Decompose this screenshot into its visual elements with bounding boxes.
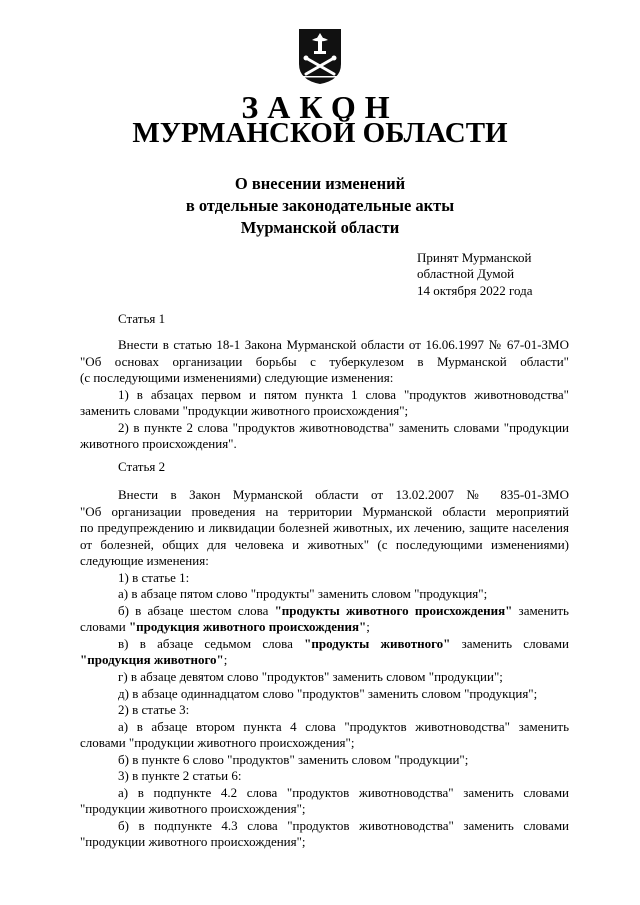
text-fragment: ; xyxy=(223,652,228,668)
article-2-text xyxy=(80,487,569,851)
bold-fragment: "продукты животного" xyxy=(304,635,451,651)
bold-fragment: "продукты животного происхождения" xyxy=(274,602,513,618)
text-line: 2) в статье 3: xyxy=(118,702,190,718)
text-line: г) в абзаце девятом слово "продуктов" заменить словом "продукции"; xyxy=(118,669,503,685)
text-line: от болезней, общих для человека и животных" (с последующими изменениями) xyxy=(80,536,569,552)
text-line: б) в пункте 6 слово "продуктов" заменить словом "продукции"; xyxy=(118,751,469,767)
adoption-line: Принят Мурманской xyxy=(417,250,532,265)
region-title: МУРМАНСКОЙ ОБЛАСТИ xyxy=(132,117,508,149)
adoption-line: областной Думой xyxy=(417,266,515,282)
text-line xyxy=(80,619,569,636)
bold-fragment: "продукция животного происхождения" xyxy=(128,619,367,635)
text-line: словами "продукции животного происхождения"; xyxy=(80,735,355,751)
text-fragment: заменить словами xyxy=(450,635,569,651)
text-line: а) в подпункте 4.2 слова "продуктов животноводства" заменить словами xyxy=(118,784,569,800)
text-line: следующие изменения: xyxy=(80,553,209,569)
coat-of-arms-emblem xyxy=(296,26,344,86)
text-line: б) в подпункте 4.3 слова "продуктов животноводства" заменить словами xyxy=(118,817,569,833)
text-line: Внести в Закон Мурманской области от 13.02.2007 № 835-01-ЗМО xyxy=(118,487,569,502)
text-fragment: в) в абзаце седьмом слова xyxy=(118,635,305,651)
text-line: Внести в статью 18-1 Закона Мурманской области от 16.06.1997 № 67-01-ЗМО xyxy=(118,337,569,352)
text-line xyxy=(80,603,569,620)
text-line: 2) в пункте 2 слова "продуктов животноводства" заменить словами "продукции xyxy=(118,419,569,435)
text-line: "Об организации проведения на территории Мурманской области мероприятий xyxy=(80,503,569,519)
adoption-note xyxy=(417,250,533,299)
article-1-text xyxy=(80,337,569,453)
law-title: ЗАКОН xyxy=(241,89,399,125)
text-line: по предупреждению и ликвидации болезней животных, их лечению, защите населения xyxy=(80,520,569,536)
law-subject xyxy=(0,173,640,239)
subject-line: О внесении изменений xyxy=(234,174,406,193)
article-2-heading: Статья 2 xyxy=(118,459,166,474)
coat-of-arms-icon xyxy=(296,26,344,86)
text-line: "Об основах организации борьбы с туберкулезом в Мурманской области" xyxy=(80,353,569,369)
text-line: "продукции животного происхождения"; xyxy=(80,834,306,850)
subject-line: в отдельные законодательные акты xyxy=(185,196,455,215)
text-line: а) в абзаце пятом слово "продукты" заменить словом "продукция"; xyxy=(118,586,488,602)
text-fragment: заменить xyxy=(512,602,569,618)
adoption-date: 14 октября 2022 года xyxy=(417,282,533,298)
text-line: заменить словами "продукции животного происхождения"; xyxy=(80,403,409,419)
text-line: "продукции животного происхождения"; xyxy=(80,801,306,817)
text-line: 3) в пункте 2 статьи 6: xyxy=(118,768,242,784)
text-line: (с последующими изменениями) следующие изменения: xyxy=(80,370,394,386)
text-line: 1) в абзацах первом и пятом пункта 1 слова "продуктов животноводства" xyxy=(118,386,569,402)
text-line: д) в абзаце одиннадцатом слово "продуктов" заменить словом "продукция"; xyxy=(118,685,538,701)
text-fragment: б) в абзаце шестом слова xyxy=(118,602,275,618)
text-line xyxy=(80,636,569,653)
text-fragment: словами xyxy=(80,619,129,635)
article-1-heading: Статья 1 xyxy=(118,311,166,326)
text-line: животного происхождения". xyxy=(80,436,237,452)
subject-line: Мурманской области xyxy=(240,218,400,237)
bold-fragment: "продукция животного" xyxy=(80,652,224,668)
text-line xyxy=(80,652,569,669)
text-line: а) в абзаце втором пункта 4 слова "продуктов животноводства" заменить xyxy=(118,718,569,734)
text-fragment: ; xyxy=(366,619,370,635)
text-line: 1) в статье 1: xyxy=(118,569,190,585)
